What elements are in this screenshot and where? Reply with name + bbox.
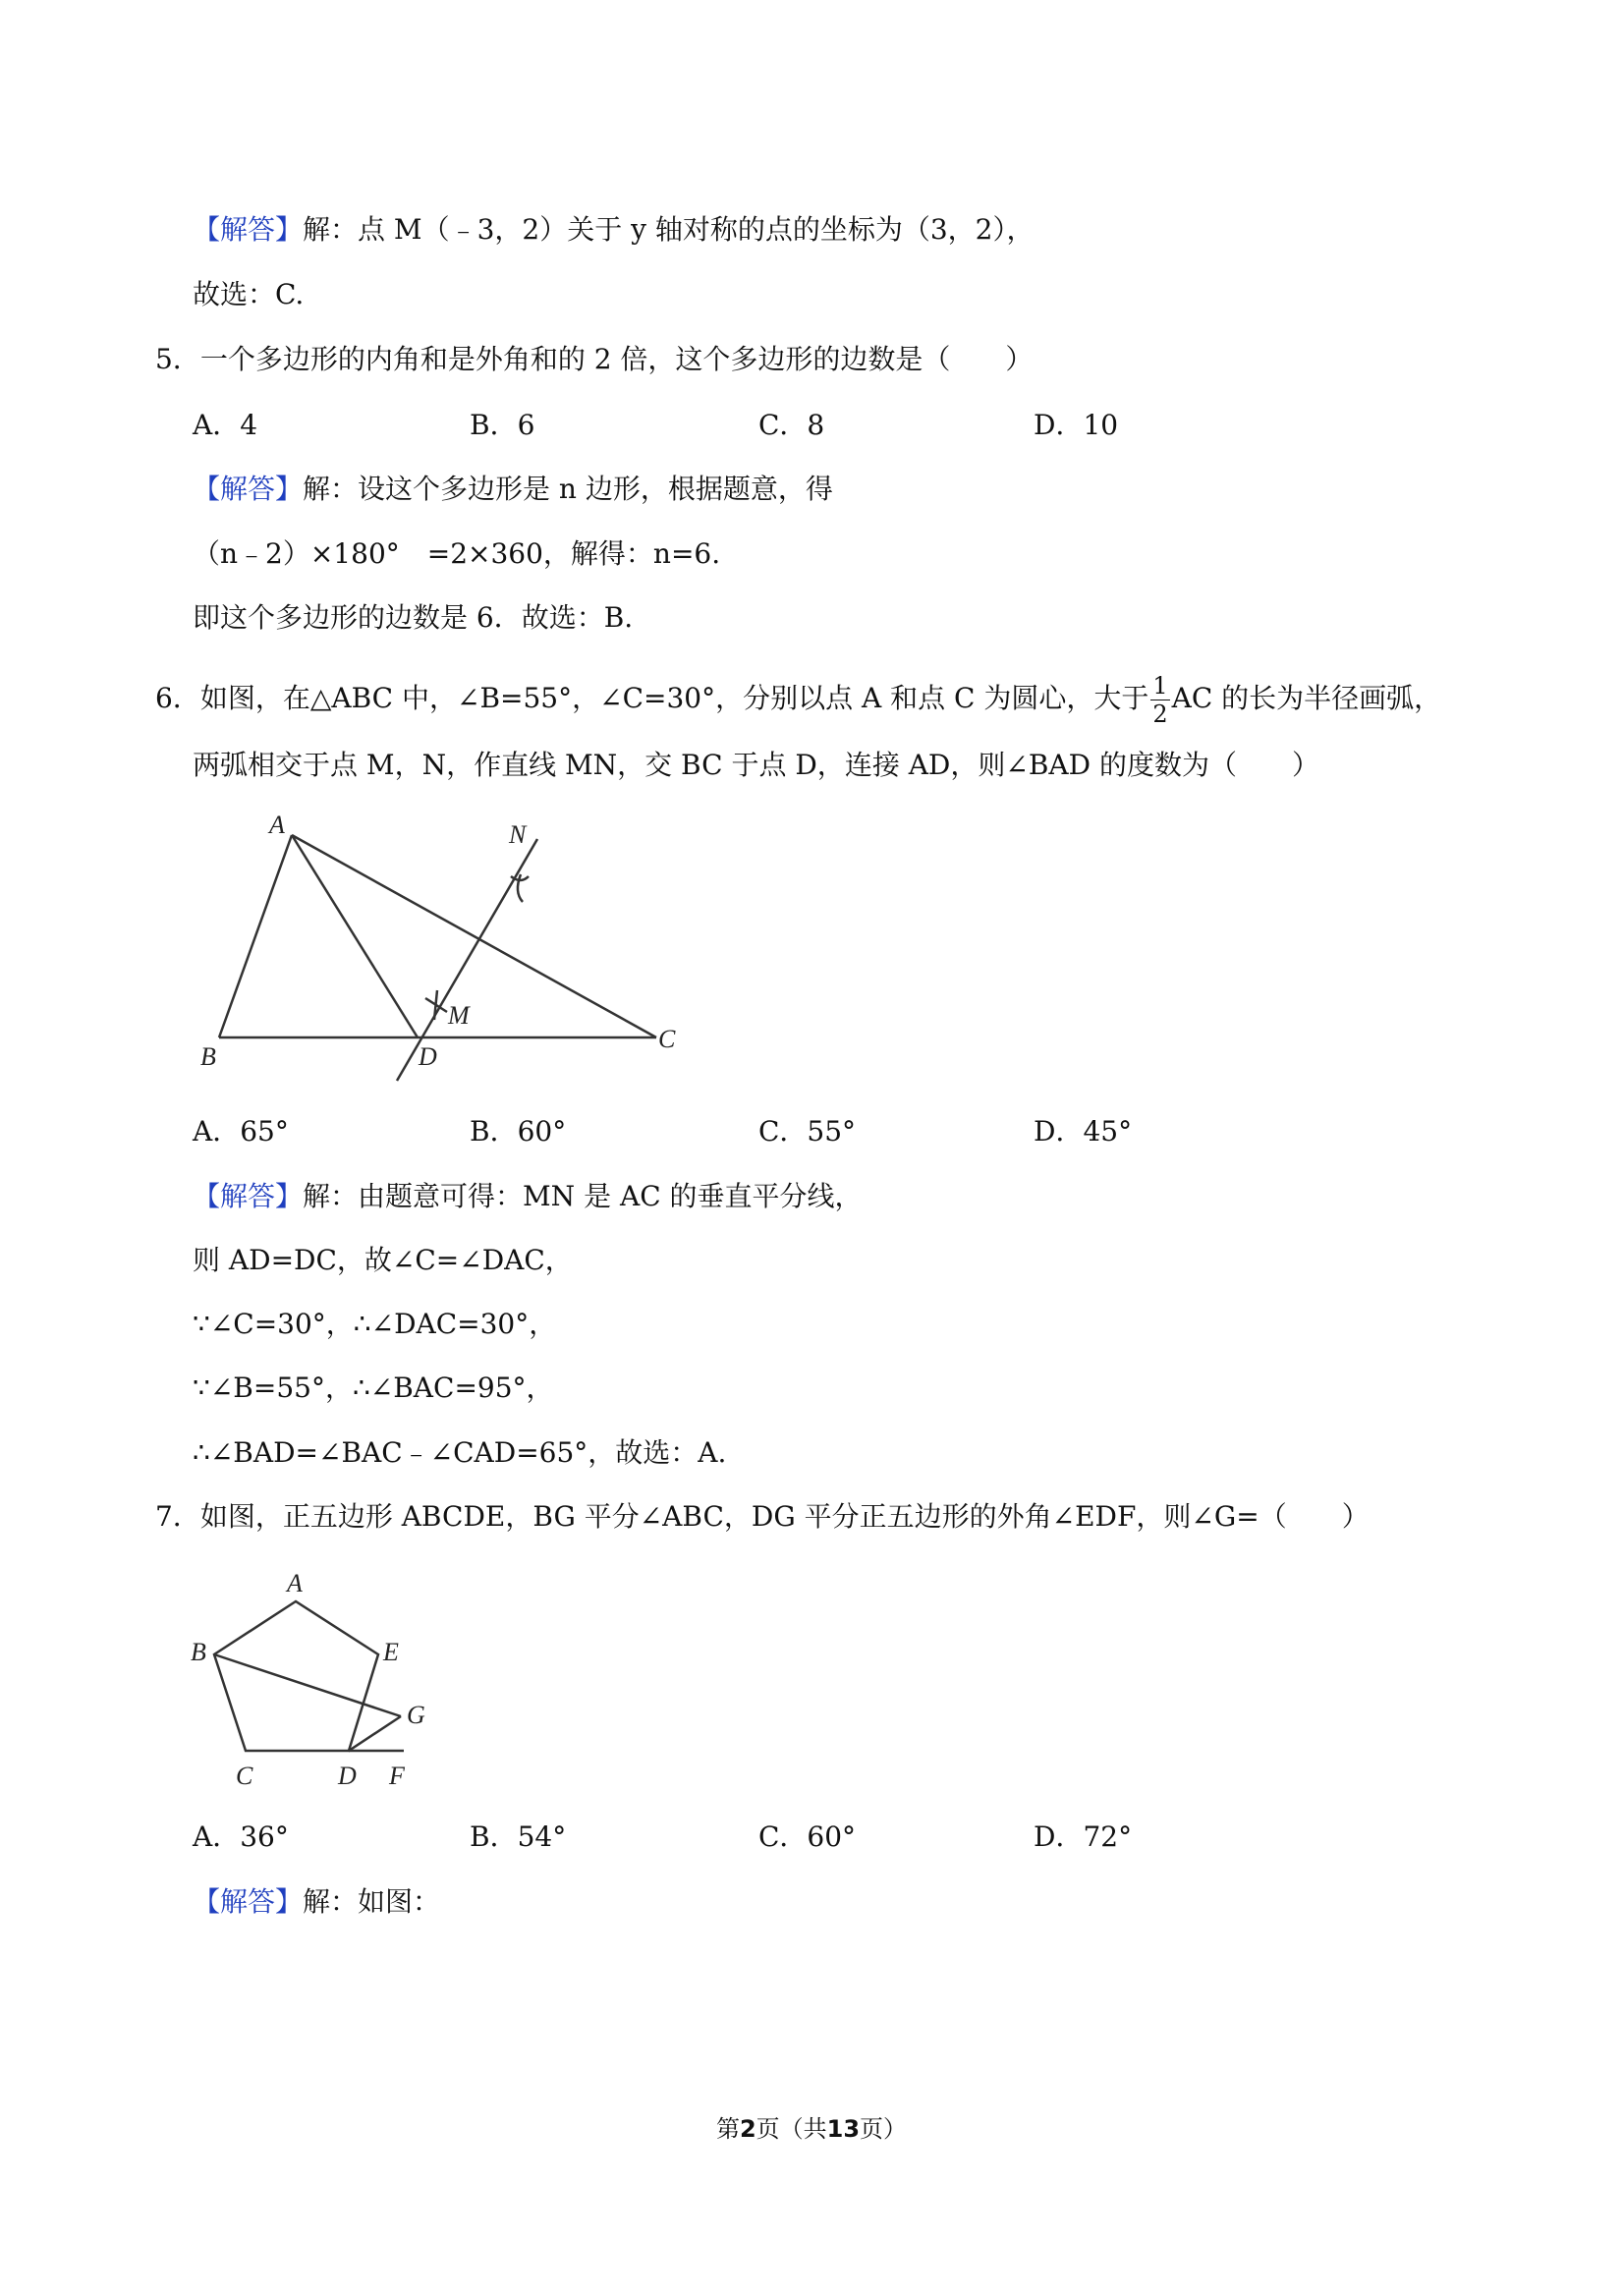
q6-option-d: D．45°	[1034, 1115, 1133, 1148]
q6-option-b: B．60°	[470, 1115, 567, 1148]
q6-answer-line-3: ∵∠C=30°，∴∠DAC=30°，	[193, 1308, 557, 1340]
q5-stem: 5．一个多边形的内角和是外角和的 2 倍，这个多边形的边数是（ ）	[155, 343, 1034, 375]
q6-stem-part-a: 6．如图，在△ABC 中，∠B=55°，∠C=30°，分别以点 A 和点 C 为圆心，大于	[155, 682, 1149, 714]
segment-ab	[219, 835, 292, 1037]
q5-answer-text-1: 解：设这个多边形是 n 边形，根据题意，得	[303, 473, 833, 505]
label-c: C	[658, 1025, 676, 1053]
fraction-numerator: 1	[1152, 672, 1168, 700]
answer-tag: 【解答】	[193, 1885, 304, 1918]
segment-ad	[292, 835, 418, 1037]
q5-answer-line-3: 即这个多边形的边数是 6．故选：B.	[193, 601, 634, 634]
label-b: B	[200, 1042, 216, 1071]
label-n: N	[509, 820, 527, 849]
q7-answer-text-1: 解：如图：	[303, 1885, 441, 1918]
q7-option-d: D．72°	[1034, 1820, 1133, 1853]
q6-option-c: C．55°	[758, 1115, 857, 1148]
label-d: D	[419, 1042, 437, 1071]
q7-stem: 7．如图，正五边形 ABCDE，BG 平分∠ABC，DG 平分正五边形的外角∠EDF，则∠G=（ ）	[155, 1500, 1370, 1533]
q7-option-b: B．54°	[470, 1820, 567, 1853]
q6-answer-line-1	[193, 1177, 863, 1216]
q6-stem-part-b: AC 的长为半径画弧，	[1171, 682, 1442, 714]
page-footer	[0, 2112, 1623, 2146]
arc-mark-n	[511, 874, 529, 902]
fraction-one-half	[1150, 674, 1169, 726]
label-d: D	[338, 1762, 357, 1790]
q6-stem-line-1	[155, 674, 1441, 726]
answer-tag: 【解答】	[193, 473, 304, 505]
q6-triangle-figure	[187, 806, 698, 1091]
q6-option-a: A．65°	[193, 1115, 289, 1148]
q5-option-b: B．6	[470, 409, 535, 441]
q7-answer-line-1	[193, 1882, 440, 1922]
q5-option-d: D．10	[1034, 409, 1119, 441]
q5-option-a: A．4	[193, 409, 258, 441]
q6-stem-line-2: 两弧相交于点 M，N，作直线 MN，交 BC 于点 D，连接 AD，则∠BAD 的度数为（ ）	[193, 749, 1319, 781]
label-g: G	[407, 1701, 425, 1729]
q4-answer-text-1: 解：点 M（﹣3，2）关于 y 轴对称的点的坐标为（3，2），	[303, 213, 1035, 246]
footer-page-number: 2	[739, 2115, 756, 2143]
q6-answer-line-2: 则 AD=DC，故∠C=∠DAC，	[193, 1244, 573, 1276]
answer-tag: 【解答】	[193, 213, 304, 246]
q4-answer-line-2: 故选：C.	[193, 278, 305, 310]
label-a: A	[269, 811, 285, 839]
segment-ac	[292, 835, 656, 1037]
q5-option-c: C．8	[758, 409, 825, 441]
q7-option-c: C．60°	[758, 1820, 857, 1853]
q6-answer-line-4: ∵∠B=55°，∴∠BAC=95°，	[193, 1372, 554, 1404]
q6-answer-text-1: 解：由题意可得：MN 是 AC 的垂直平分线，	[303, 1180, 863, 1212]
footer-total-pages: 13	[826, 2115, 861, 2143]
pentagon-abcde	[214, 1601, 378, 1751]
label-a: A	[287, 1569, 303, 1597]
answer-tag: 【解答】	[193, 1180, 304, 1212]
q4-answer-line-1	[193, 210, 1034, 250]
label-m: M	[448, 1001, 470, 1030]
q5-answer-line-2: （n﹣2）×180° =2×360，解得：n=6.	[193, 537, 721, 570]
q7-option-a: A．36°	[193, 1820, 289, 1853]
fraction-denominator: 2	[1152, 700, 1168, 728]
footer-prefix: 第	[715, 2115, 740, 2143]
q6-answer-line-5: ∴∠BAD=∠BAC﹣∠CAD=65°，故选：A.	[193, 1436, 727, 1469]
label-e: E	[383, 1638, 399, 1666]
footer-mid: 页（共	[756, 2115, 827, 2143]
label-c: C	[236, 1762, 253, 1790]
q5-answer-line-1	[193, 470, 833, 509]
footer-suffix: 页）	[860, 2115, 908, 2143]
label-f: F	[389, 1762, 405, 1790]
segment-bg	[214, 1654, 401, 1716]
q7-pentagon-figure	[183, 1562, 458, 1798]
label-b: B	[191, 1638, 206, 1666]
